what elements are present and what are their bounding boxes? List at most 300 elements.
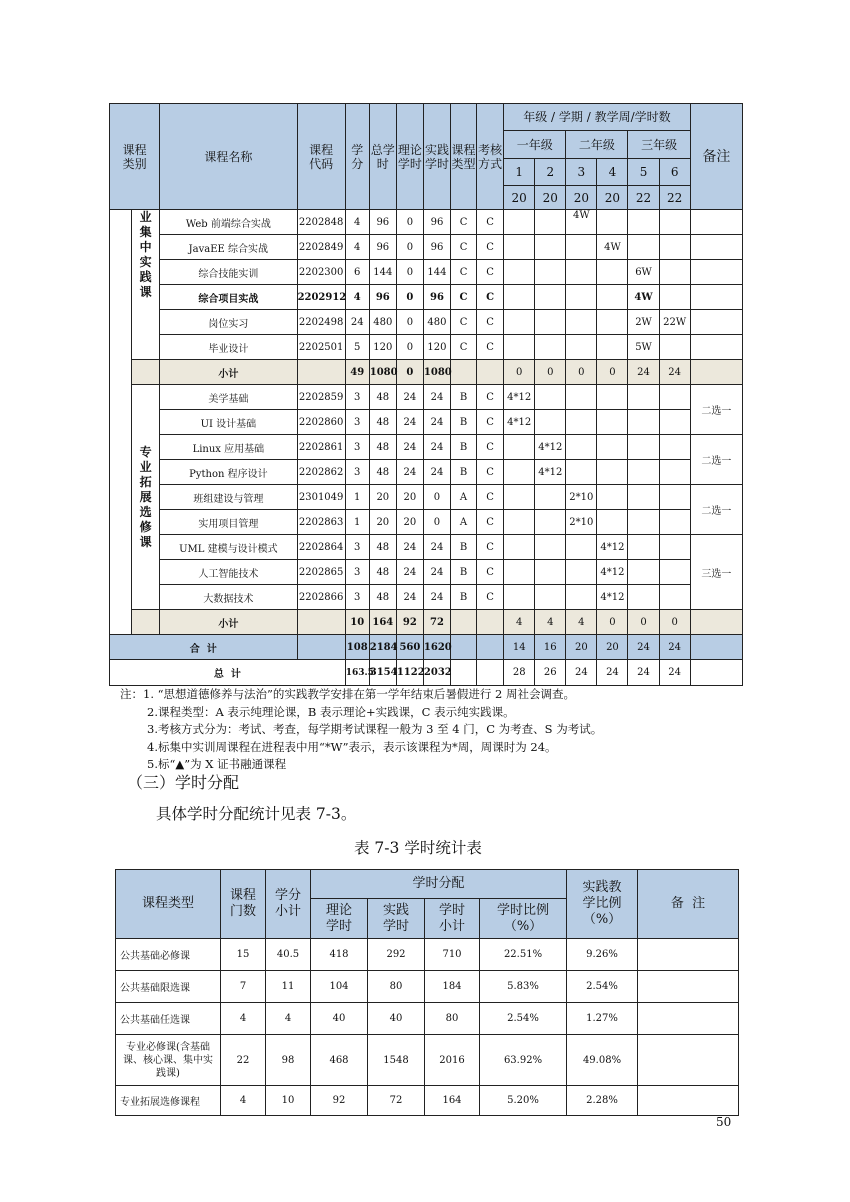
zongji-theory: 1122 (396, 660, 423, 686)
semester-cell (504, 535, 535, 560)
semester-cell: 2*10 (566, 485, 597, 510)
t2-remark (638, 1003, 739, 1035)
t2-theory: 104 (311, 971, 368, 1003)
semester-cell (535, 385, 566, 410)
header-course-name: 课程名称 (160, 104, 297, 210)
semester-cell (628, 235, 659, 260)
semester-cell (535, 260, 566, 285)
subtotal-theory: 92 (396, 610, 423, 635)
course-exam: C (477, 535, 504, 560)
semester-cell (597, 310, 628, 335)
course-total: 48 (369, 560, 396, 585)
course-theory: 0 (396, 335, 423, 360)
t2-practice-ratio: 2.28% (567, 1086, 638, 1116)
course-type: B (451, 460, 477, 485)
course-schedule-table (109, 103, 743, 686)
semester-cell (535, 235, 566, 260)
t2-header-theory: 理论 学时 (311, 899, 368, 939)
semester-cell (597, 410, 628, 435)
zongji-total: 3154 (369, 660, 396, 686)
note-line: 4.标集中实训周课程在进程表中用“*W”表示，表示该课程为*周，周课时为 24。 (147, 739, 557, 754)
header-year1: 一年级 (504, 131, 566, 159)
semester-cell: 2W (628, 310, 659, 335)
course-exam: C (477, 585, 504, 610)
course-name: 综合项目实战 (160, 285, 297, 310)
t2-course-type: 公共基础限选课 (116, 971, 221, 1003)
t2-subtotal: 2016 (425, 1035, 480, 1086)
course-type: C (451, 235, 477, 260)
course-code: 2202862 (297, 460, 345, 485)
subtotal-semester: 0 (504, 360, 535, 385)
remark-cell (690, 260, 742, 285)
t2-theory: 40 (311, 1003, 368, 1035)
course-total: 96 (369, 235, 396, 260)
header-year3: 三年级 (628, 131, 690, 159)
course-type: B (451, 535, 477, 560)
course-exam: C (477, 235, 504, 260)
semester-cell (566, 310, 597, 335)
semester-cell (659, 410, 690, 435)
course-total: 20 (369, 485, 396, 510)
t2-practice: 1548 (368, 1035, 425, 1086)
zongji-semester: 26 (535, 660, 566, 686)
course-practice: 144 (423, 260, 450, 285)
semester-cell (566, 235, 597, 260)
heji-credit: 108 (345, 635, 369, 660)
category-elective-label: 专 业 拓 展 选 修 课 (132, 385, 160, 610)
t2-header-subtotal: 学时 小计 (425, 899, 480, 939)
course-type: B (451, 560, 477, 585)
t2-ratio: 5.20% (480, 1086, 567, 1116)
zongji-semester: 24 (597, 660, 628, 686)
semester-cell: 4*12 (504, 410, 535, 435)
remark-cell (690, 310, 742, 335)
t2-course-type: 公共基础必修课 (116, 939, 221, 971)
header-weeks: 20 (535, 186, 566, 210)
semester-cell (597, 260, 628, 285)
header-weeks: 22 (659, 186, 690, 210)
t2-theory: 418 (311, 939, 368, 971)
remark-choice: 二选一 (690, 435, 742, 485)
course-code: 2202865 (297, 560, 345, 585)
remark-choice: 二选一 (690, 485, 742, 535)
course-practice: 24 (423, 585, 450, 610)
semester-cell (659, 285, 690, 310)
course-theory: 0 (396, 235, 423, 260)
course-theory: 24 (396, 385, 423, 410)
semester-cell (566, 560, 597, 585)
remark-cell (690, 285, 742, 310)
course-total: 120 (369, 335, 396, 360)
semester-cell (566, 335, 597, 360)
course-practice: 0 (423, 510, 450, 535)
semester-cell (566, 460, 597, 485)
semester-cell (597, 460, 628, 485)
remark-cell (690, 610, 742, 635)
course-total: 480 (369, 310, 396, 335)
semester-cell (535, 310, 566, 335)
semester-cell: 4*12 (597, 585, 628, 610)
course-code: 2202863 (297, 510, 345, 535)
header-category: 课程 类别 (110, 104, 160, 210)
t2-count: 4 (221, 1003, 266, 1035)
semester-cell (566, 410, 597, 435)
course-name: 综合技能实训 (160, 260, 297, 285)
semester-cell: 4*12 (597, 560, 628, 585)
t2-header-alloc: 学时分配 (311, 870, 567, 899)
course-credit: 3 (345, 585, 369, 610)
course-name: 岗位实习 (160, 310, 297, 335)
heji-semester: 14 (504, 635, 535, 660)
semester-cell (628, 210, 659, 235)
course-credit: 4 (345, 235, 369, 260)
semester-cell: 4W (628, 285, 659, 310)
header-exam-mode: 考核 方式 (477, 104, 504, 210)
zongji-semester: 24 (659, 660, 690, 686)
course-name: 实用项目管理 (160, 510, 297, 535)
course-theory: 0 (396, 210, 423, 235)
t2-practice: 80 (368, 971, 425, 1003)
header-total-hours: 总学 时 (369, 104, 396, 210)
remark-cell (690, 210, 742, 235)
header-weeks: 20 (504, 186, 535, 210)
t2-practice-ratio: 1.27% (567, 1003, 638, 1035)
subtotal-practice: 1080 (423, 360, 450, 385)
course-total: 48 (369, 585, 396, 610)
heji-total: 2184 (369, 635, 396, 660)
t2-ratio: 2.54% (480, 1003, 567, 1035)
semester-cell (659, 560, 690, 585)
t2-practice-ratio: 49.08% (567, 1035, 638, 1086)
semester-cell (504, 235, 535, 260)
t2-credit: 40.5 (266, 939, 311, 971)
course-practice: 96 (423, 210, 450, 235)
heji-semester: 16 (535, 635, 566, 660)
course-code: 2202864 (297, 535, 345, 560)
course-total: 20 (369, 510, 396, 535)
semester-cell (504, 210, 535, 235)
course-total: 144 (369, 260, 396, 285)
subtotal-type-cell (451, 610, 477, 635)
semester-cell (659, 385, 690, 410)
subtotal-semester: 4 (535, 610, 566, 635)
header-remark: 备注 (690, 104, 742, 210)
course-practice: 96 (423, 285, 450, 310)
heji-theory: 560 (396, 635, 423, 660)
header-course-code: 课程 代码 (297, 104, 345, 210)
semester-cell (504, 310, 535, 335)
heji-code-cell (297, 635, 345, 660)
remark-choice: 三选一 (690, 535, 742, 610)
t2-subtotal: 164 (425, 1086, 480, 1116)
semester-cell: 4*12 (535, 435, 566, 460)
course-exam: C (477, 485, 504, 510)
semester-cell: 4*12 (535, 460, 566, 485)
semester-cell (504, 335, 535, 360)
semester-cell (628, 385, 659, 410)
header-semester: 6 (659, 159, 690, 186)
semester-cell: 6W (628, 260, 659, 285)
t2-practice: 40 (368, 1003, 425, 1035)
t2-header-ratio: 学时比例 （%） (480, 899, 567, 939)
semester-cell (659, 510, 690, 535)
course-name: 班组建设与管理 (160, 485, 297, 510)
body-paragraph: 具体学时分配统计见表 7-3。 (156, 805, 357, 823)
remark-cell (690, 660, 742, 686)
course-type: B (451, 385, 477, 410)
course-total: 48 (369, 460, 396, 485)
t2-credit: 11 (266, 971, 311, 1003)
course-total: 96 (369, 210, 396, 235)
course-name: 大数据技术 (160, 585, 297, 610)
semester-cell (566, 435, 597, 460)
t2-count: 4 (221, 1086, 266, 1116)
zongji-type-cell (451, 660, 477, 686)
course-credit: 5 (345, 335, 369, 360)
subtotal-exam-cell (477, 360, 504, 385)
subtotal-credit: 10 (345, 610, 369, 635)
t2-credit: 10 (266, 1086, 311, 1116)
t2-ratio: 63.92% (480, 1035, 567, 1086)
subtotal-credit: 49 (345, 360, 369, 385)
course-type: A (451, 485, 477, 510)
semester-cell (628, 560, 659, 585)
semester-cell: 22W (659, 310, 690, 335)
course-code: 2202300 (297, 260, 345, 285)
semester-cell: 4*12 (504, 385, 535, 410)
course-theory: 0 (396, 310, 423, 335)
course-practice: 0 (423, 485, 450, 510)
semester-cell (597, 210, 628, 235)
subtotal-type-cell (451, 360, 477, 385)
subtotal-semester: 0 (566, 360, 597, 385)
subtotal-semester: 0 (597, 360, 628, 385)
zongji-practice: 2032 (423, 660, 450, 686)
t2-subtotal: 184 (425, 971, 480, 1003)
t2-theory: 92 (311, 1086, 368, 1116)
semester-cell (566, 585, 597, 610)
course-credit: 3 (345, 460, 369, 485)
semester-cell (628, 460, 659, 485)
course-exam: C (477, 435, 504, 460)
course-code: 2202866 (297, 585, 345, 610)
header-grade-title: 年级 / 学期 / 教学周/学时数 (504, 104, 691, 131)
t2-credit: 4 (266, 1003, 311, 1035)
course-credit: 3 (345, 535, 369, 560)
course-type: C (451, 260, 477, 285)
t2-header-count: 课程 门数 (221, 870, 266, 939)
semester-cell (566, 535, 597, 560)
semester-cell (628, 585, 659, 610)
course-theory: 24 (396, 535, 423, 560)
course-total: 48 (369, 535, 396, 560)
zongji-label: 总 计 (110, 660, 346, 686)
note-line: 注：1. “思想道德修养与法治”的实践教学安排在第一学年结束后暑假进行 2 周社会调查。 (120, 687, 576, 701)
course-theory: 0 (396, 285, 423, 310)
header-weeks: 22 (628, 186, 659, 210)
course-type: A (451, 510, 477, 535)
semester-cell (504, 285, 535, 310)
hours-statistics-table (115, 869, 739, 1116)
course-exam: C (477, 335, 504, 360)
course-credit: 3 (345, 385, 369, 410)
semester-cell (535, 210, 566, 235)
semester-cell (535, 585, 566, 610)
semester-cell (628, 535, 659, 560)
semester-cell (659, 335, 690, 360)
header-semester: 1 (504, 159, 535, 186)
subtotal-semester: 4 (504, 610, 535, 635)
course-credit: 1 (345, 510, 369, 535)
t2-theory: 468 (311, 1035, 368, 1086)
remark-cell (690, 635, 742, 660)
course-credit: 1 (345, 485, 369, 510)
subtotal-total: 1080 (369, 360, 396, 385)
course-theory: 24 (396, 585, 423, 610)
subtotal-category-cell (132, 360, 160, 385)
course-theory: 20 (396, 510, 423, 535)
t2-subtotal: 80 (425, 1003, 480, 1035)
course-name: UML 建模与设计模式 (160, 535, 297, 560)
course-practice: 24 (423, 535, 450, 560)
semester-cell (504, 435, 535, 460)
semester-cell (535, 410, 566, 435)
course-theory: 24 (396, 410, 423, 435)
course-type: C (451, 285, 477, 310)
course-exam: C (477, 410, 504, 435)
semester-cell (628, 435, 659, 460)
t2-practice: 292 (368, 939, 425, 971)
semester-cell (504, 560, 535, 585)
semester-cell: 4W (566, 210, 597, 235)
course-practice: 24 (423, 460, 450, 485)
subtotal-code-cell (297, 360, 345, 385)
course-exam: C (477, 210, 504, 235)
course-theory: 24 (396, 560, 423, 585)
course-total: 48 (369, 435, 396, 460)
subtotal-code-cell (297, 610, 345, 635)
subtotal-label: 小计 (160, 610, 297, 635)
course-type: C (451, 335, 477, 360)
remark-cell (690, 235, 742, 260)
heji-semester: 20 (566, 635, 597, 660)
course-type: C (451, 210, 477, 235)
course-name: JavaEE 综合实战 (160, 235, 297, 260)
semester-cell (504, 460, 535, 485)
t2-header-credit: 学分 小计 (266, 870, 311, 939)
course-name: 毕业设计 (160, 335, 297, 360)
course-exam: C (477, 460, 504, 485)
note-line: 5.标“▲”为 X 证书融通课程 (147, 757, 287, 771)
course-credit: 6 (345, 260, 369, 285)
header-semester: 2 (535, 159, 566, 186)
course-code: 2202848 (297, 210, 345, 235)
t2-count: 7 (221, 971, 266, 1003)
t2-credit: 98 (266, 1035, 311, 1086)
course-theory: 24 (396, 435, 423, 460)
t2-count: 15 (221, 939, 266, 971)
subtotal-theory: 0 (396, 360, 423, 385)
course-theory: 24 (396, 460, 423, 485)
subtotal-total: 164 (369, 610, 396, 635)
zongji-credit: 163.5 (345, 660, 369, 686)
t2-header-practice-ratio: 实践教 学比例 （%） (567, 870, 638, 939)
page-number: 50 (716, 1115, 732, 1129)
semester-cell: 4*12 (597, 535, 628, 560)
header-theory-hours: 理论 学时 (396, 104, 423, 210)
subtotal-semester: 0 (628, 610, 659, 635)
course-exam: C (477, 510, 504, 535)
course-type: B (451, 435, 477, 460)
course-exam: C (477, 260, 504, 285)
note-line: 3.考核方式分为：考试、考查，每学期考试课程一般为 3 至 4 门，C 为考查、S 为考试。 (147, 722, 603, 736)
t2-course-type: 专业拓展选修课程 (116, 1086, 221, 1116)
subtotal-label: 小计 (160, 360, 297, 385)
course-name: Web 前端综合实战 (160, 210, 297, 235)
course-credit: 4 (345, 285, 369, 310)
course-code: 2301049 (297, 485, 345, 510)
course-name: UI 设计基础 (160, 410, 297, 435)
semester-cell: 4W (597, 235, 628, 260)
course-code: 2202849 (297, 235, 345, 260)
semester-cell (535, 510, 566, 535)
note-line: 2.课程类型：A 表示纯理论课，B 表示理论+实践课，C 表示纯实践课。 (147, 704, 515, 719)
subtotal-semester: 0 (659, 610, 690, 635)
course-name: Linux 应用基础 (160, 435, 297, 460)
t2-ratio: 5.83% (480, 971, 567, 1003)
semester-cell (504, 260, 535, 285)
semester-cell (535, 335, 566, 360)
course-total: 48 (369, 410, 396, 435)
remark-cell (690, 360, 742, 385)
course-type: B (451, 585, 477, 610)
course-total: 96 (369, 285, 396, 310)
semester-cell (659, 485, 690, 510)
heji-label: 合 计 (110, 635, 298, 660)
semester-cell (597, 510, 628, 535)
semester-cell (659, 235, 690, 260)
course-practice: 480 (423, 310, 450, 335)
semester-cell (659, 260, 690, 285)
t2-remark (638, 939, 739, 971)
t2-remark (638, 971, 739, 1003)
t2-practice-ratio: 9.26% (567, 939, 638, 971)
course-code: 2202859 (297, 385, 345, 410)
heji-semester: 24 (628, 635, 659, 660)
header-weeks: 20 (597, 186, 628, 210)
semester-cell (535, 485, 566, 510)
subtotal-practice: 72 (423, 610, 450, 635)
header-semester: 5 (628, 159, 659, 186)
course-code: 2202861 (297, 435, 345, 460)
course-theory: 20 (396, 485, 423, 510)
semester-cell (566, 260, 597, 285)
semester-cell (659, 460, 690, 485)
zongji-semester: 24 (566, 660, 597, 686)
course-type: B (451, 410, 477, 435)
course-credit: 3 (345, 410, 369, 435)
semester-cell: 2*10 (566, 510, 597, 535)
section-title: （三）学时分配 (127, 773, 240, 792)
semester-cell (504, 510, 535, 535)
course-practice: 24 (423, 385, 450, 410)
heji-type-cell (451, 635, 477, 660)
t2-count: 22 (221, 1035, 266, 1086)
semester-cell (597, 285, 628, 310)
t2-subtotal: 710 (425, 939, 480, 971)
category-practice-label: 业 集 中 实 践 课 (132, 210, 160, 360)
semester-cell (535, 535, 566, 560)
